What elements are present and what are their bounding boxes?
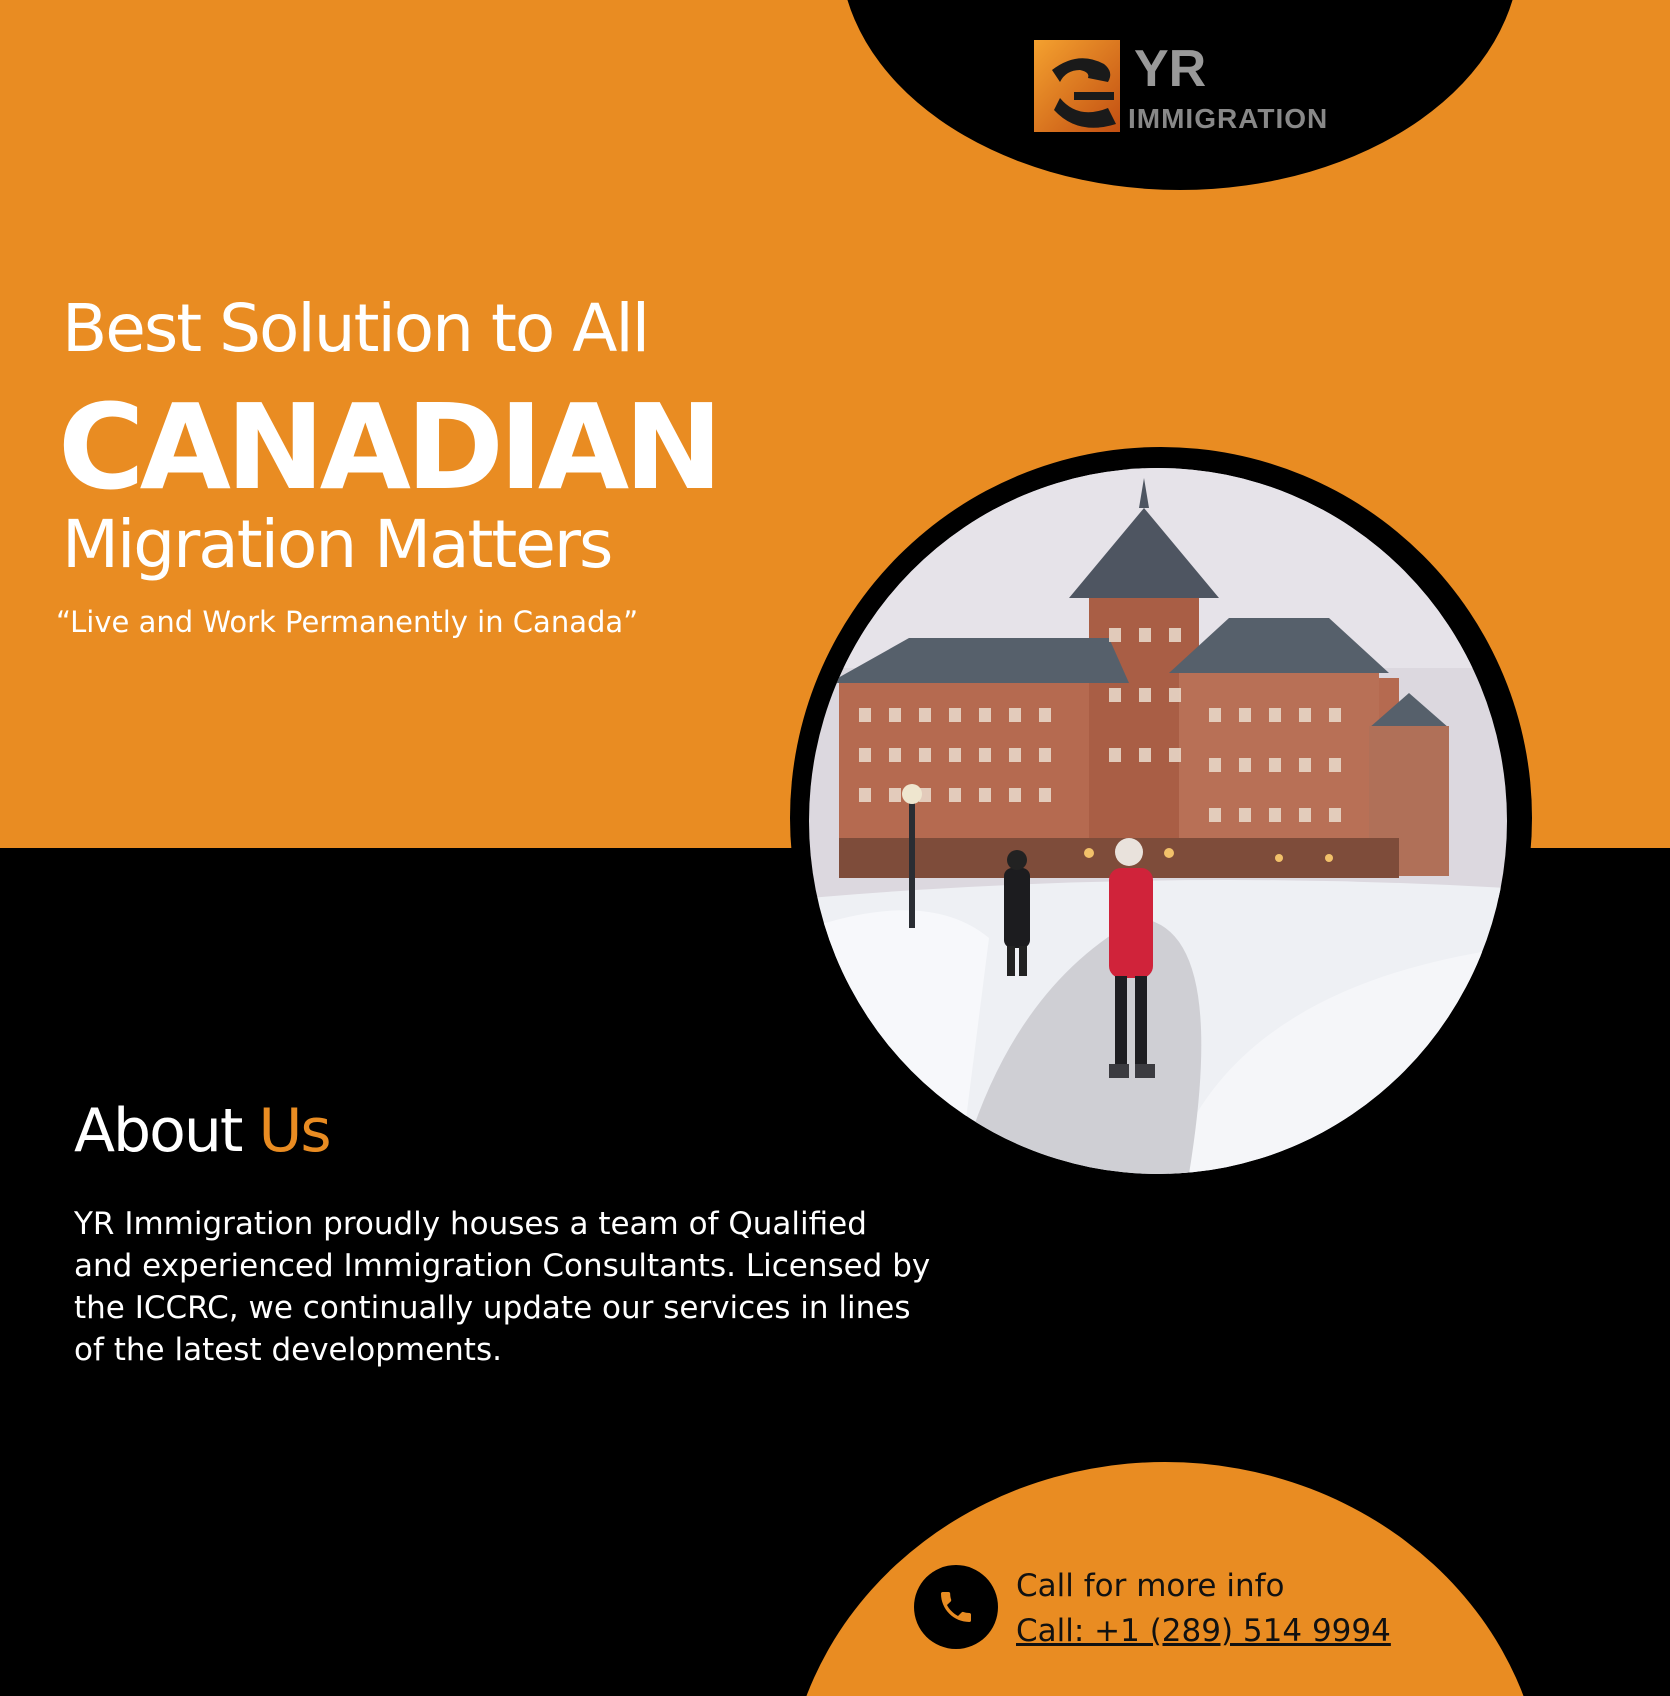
about-body: YR Immigration proudly houses a team of Qualified and experienced Immigration Consultants. Licensed by the ICCRC, we continually update our services in lines of the latest developments. <box>74 1206 931 1368</box>
logo-mark <box>1030 38 1330 134</box>
brand-logo[interactable] <box>1030 38 1330 134</box>
winter-chateau-photo <box>809 468 1507 1174</box>
logo-text-immigration: IMMIGRATION <box>1128 103 1329 134</box>
cta-title: Call for more info <box>1016 1568 1285 1604</box>
phone-icon <box>936 1587 976 1627</box>
hero-line-3: Migration Matters <box>62 506 612 583</box>
logo-text-yr: YR <box>1134 40 1207 98</box>
cta-phone-link[interactable]: Call: +1 (289) 514 9994 <box>1016 1613 1391 1649</box>
hero-tagline: “Live and Work Permanently in Canada” <box>56 605 639 639</box>
about-heading <box>74 1096 330 1166</box>
photo-illustration <box>809 468 1507 1174</box>
phone-badge[interactable] <box>914 1565 998 1649</box>
about-heading-main: About <box>74 1096 242 1166</box>
about-heading-accent: Us <box>258 1096 330 1166</box>
hero-line-2: CANADIAN <box>58 378 718 516</box>
hero-line-1: Best Solution to All <box>62 290 649 367</box>
